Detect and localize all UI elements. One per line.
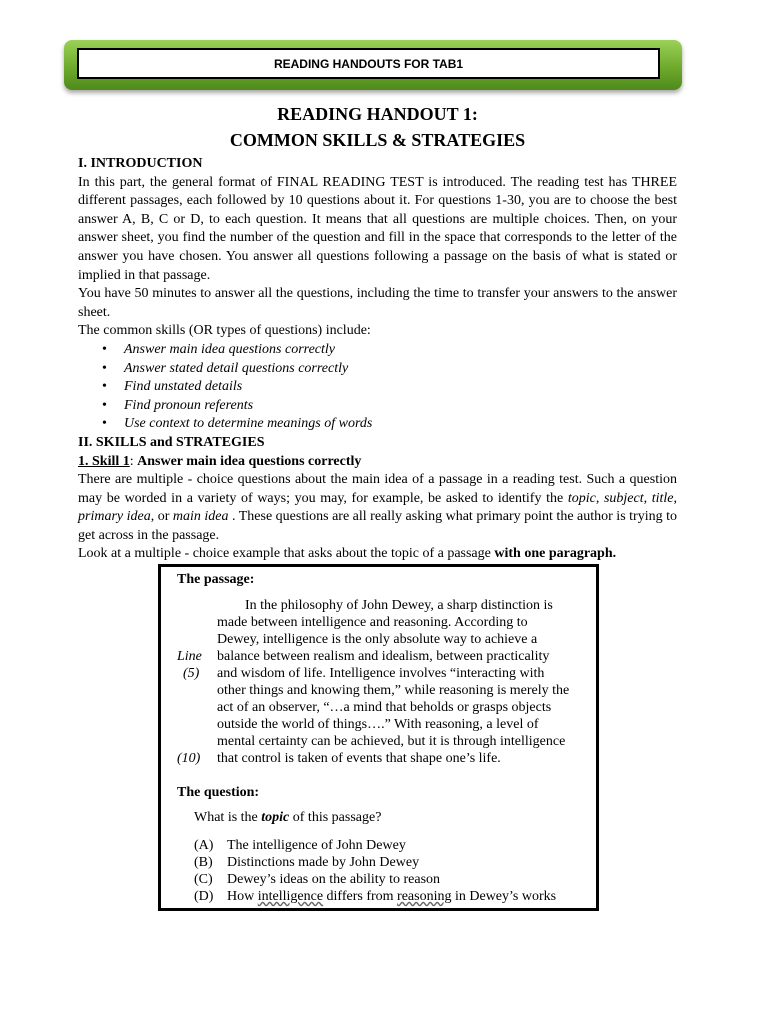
passage-line: mental certainty can be achieved, but it is through intelligence [217, 734, 566, 749]
answer-option-a [194, 837, 406, 854]
option-text: Distinctions made by John Dewey [227, 855, 420, 870]
skill1-text: . These questions are all really asking what primary point the author is trying to get across in the passage. [78, 509, 677, 543]
title-line-1: READING HANDOUT 1: [277, 104, 478, 124]
title-line-2: COMMON SKILLS & STRATEGIES [229, 130, 526, 150]
question-text-part: What is the [194, 810, 262, 825]
intro-heading: I. INTRODUCTION [78, 156, 203, 171]
skill1-paragraph-1 [78, 471, 677, 545]
question-label: The question: [177, 785, 260, 800]
option-letter: (B) [194, 855, 213, 870]
question-keyword: topic [261, 810, 290, 825]
intro-paragraph-1: In this part, the general format of FINAL READING TEST is introduced. The reading test has THREE different passages, each followed by 10 questions about it. For questions 1-30, you are to choose the best answer A, B, C or D, to each question. It means that all questions are multiple choices. Then, on your answer sheet, you find the number of the question and fill in the space that corresponds to the letter of the answer you have chosen. You answer all questions following a passage on the basis of what is stated or implied in that passage. [78, 174, 677, 283]
intro-paragraph-2: You have 50 minutes to answer all the questions, including the time to transfer your answers to the answer sheet. [78, 286, 677, 320]
skills-list-item: • Answer main idea questions correctly [124, 341, 677, 360]
skills-list-item: • Answer stated detail questions correctly [124, 360, 677, 379]
skill1-paragraph-2 [78, 545, 677, 564]
skill1-title: Answer main idea questions correctly [137, 453, 362, 469]
term-primary-idea: primary idea [78, 509, 151, 525]
skill1-text: Look at a multiple - choice example that asks about the topic of a passage [78, 546, 495, 562]
term-subject: subject [603, 490, 644, 506]
option-text: differs from [323, 889, 398, 904]
section2-heading: II. SKILLS and STRATEGIES [78, 434, 265, 450]
passage-line: that control is taken of events that shape one’s life. [217, 751, 501, 766]
passage-line: and wisdom of life. Intelligence involves “interacting with [217, 666, 545, 681]
line-label: Line [177, 649, 202, 664]
answer-option-d [194, 888, 556, 905]
intro-paragraph-3: The common skills (OR types of questions) include: [78, 323, 371, 339]
option-text: in Dewey’s works [451, 889, 557, 904]
term-main-idea: main idea [172, 509, 229, 525]
emphasis-text: with one paragraph. [494, 546, 617, 562]
option-keyword: reasoning [397, 889, 452, 904]
option-keyword: intelligence [257, 889, 324, 904]
header-banner [64, 40, 682, 90]
line-number-10: (10) [177, 751, 201, 766]
question-text [194, 809, 381, 826]
option-text: How [227, 889, 258, 904]
skill1-text: There are multiple - choice questions about the main idea of a passage in a reading test. Such a question may be worded in a variety of ways; you may, for example, be asked to identify the [78, 472, 677, 506]
passage-line: other things and knowing them,” while reasoning is merely the [217, 683, 570, 698]
option-letter: (A) [194, 838, 214, 853]
separator: , or [150, 509, 173, 525]
skill1-number: 1. Skill 1 [78, 453, 130, 469]
skills-list-item: • Find unstated details [124, 378, 677, 397]
term-title: title [651, 490, 674, 506]
passage-line: made between intelligence and reasoning. According to [217, 615, 528, 630]
skills-list-item: • Find pronoun referents [124, 397, 677, 416]
passage-line: outside the world of things….” With reasoning, a level of [217, 717, 539, 732]
skill1-heading [78, 453, 677, 472]
header-banner-label: READING HANDOUTS FOR TAB1 [77, 48, 660, 79]
passage-line: Dewey, intelligence is the only absolute way to achieve a [217, 632, 538, 647]
example-figure [158, 564, 599, 911]
answer-option-c [194, 871, 440, 888]
line-number-5: (5) [183, 666, 200, 681]
passage-line: In the philosophy of John Dewey, a sharp distinction is [217, 598, 553, 613]
document-body [78, 101, 677, 564]
option-text: The intelligence of John Dewey [227, 838, 406, 853]
option-letter: (C) [194, 872, 213, 887]
separator: , [673, 490, 678, 506]
term-topic: topic [567, 490, 596, 506]
separator: , [595, 490, 604, 506]
option-letter: (D) [194, 889, 214, 904]
separator: , [643, 490, 652, 506]
passage-label: The passage: [177, 572, 255, 587]
passage-line: act of an observer, “…a mind that beholds or grasps objects [217, 700, 552, 715]
answer-option-b [194, 854, 419, 871]
skills-list-item: • Use context to determine meanings of words [124, 415, 677, 434]
option-text: Dewey’s ideas on the ability to reason [227, 872, 441, 887]
skills-list [78, 341, 677, 434]
passage-line: balance between realism and idealism, between practicality [217, 649, 550, 664]
question-text-part: of this passage? [289, 810, 382, 825]
skill1-colon: : [129, 453, 134, 469]
